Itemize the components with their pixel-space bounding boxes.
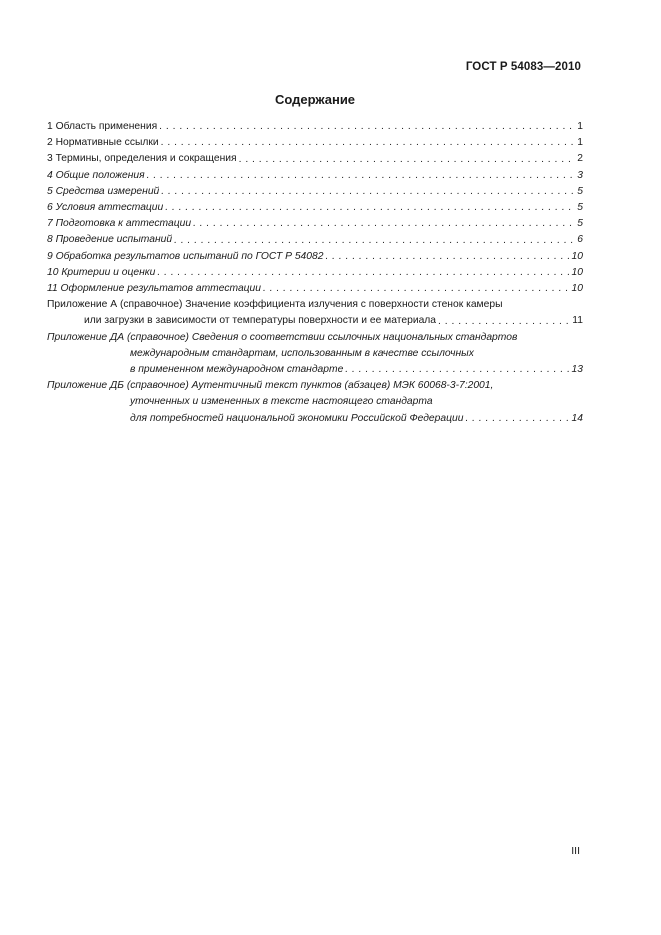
dot-leader <box>465 411 568 427</box>
page-title: Содержание <box>274 92 356 107</box>
dot-leader <box>438 314 569 330</box>
annex-title-line: Приложение ДБ (справочное) Аутентичный текст пунктов (абзацев) МЭК 60068-3-7:2001, <box>47 380 494 392</box>
dot-leader <box>263 281 569 297</box>
annex-title-line: для потребностей национальной экономики Российской Федерации <box>130 412 464 424</box>
dot-leader <box>147 168 575 184</box>
table-of-contents <box>47 119 583 427</box>
toc-entry-page: 5 <box>577 218 583 230</box>
toc-entry-page: 2 <box>577 153 583 165</box>
toc-entry[interactable] <box>47 265 583 281</box>
annex-title-line: международным стандартам, использованным в качестве ссылочных <box>130 347 474 359</box>
dot-leader <box>165 200 574 216</box>
toc-entry-page: 3 <box>577 169 583 181</box>
dot-leader <box>325 249 568 265</box>
dot-leader <box>161 184 574 200</box>
toc-entry-label: 8 Проведение испытаний <box>47 234 173 246</box>
toc-entry-label: 5 Средства измерений <box>47 185 160 197</box>
toc-entry-page: 1 <box>577 137 583 149</box>
toc-entry-page: 1 <box>577 121 583 132</box>
toc-entry-label: 3 Термины, определения и сокращения <box>47 153 237 165</box>
toc-entry-page: 6 <box>577 234 583 246</box>
toc-entry-label: 6 Условия аттестации <box>47 202 164 214</box>
annex-title-line: уточненных и измененных в тексте настоящего стандарта <box>130 396 433 408</box>
toc-entry-label: 7 Подготовка к аттестации <box>47 218 192 230</box>
toc-entry-page: 13 <box>571 364 583 376</box>
annex-last-line <box>47 411 583 427</box>
dot-leader <box>159 119 574 135</box>
toc-entry-page: 5 <box>577 185 583 197</box>
toc-entry[interactable] <box>47 200 583 216</box>
toc-annex-da[interactable] <box>47 330 583 379</box>
toc-annex-a[interactable] <box>47 297 583 329</box>
dot-leader <box>157 265 568 281</box>
toc-entry[interactable] <box>47 168 583 184</box>
annex-title-line: Приложение А (справочное) Значение коэффициента излучения с поверхности стенок камеры <box>47 299 503 311</box>
dot-leader <box>193 216 574 232</box>
toc-entry-page: 11 <box>572 315 583 327</box>
toc-entry[interactable] <box>47 232 583 248</box>
dot-leader <box>161 135 575 151</box>
toc-annex-db[interactable] <box>47 378 583 427</box>
toc-entry[interactable] <box>47 281 583 297</box>
toc-entry-label: 11 Оформление результатов аттестации <box>47 283 262 295</box>
toc-entry[interactable] <box>47 216 583 232</box>
toc-entry[interactable] <box>47 184 583 200</box>
toc-entry[interactable] <box>47 135 583 151</box>
toc-entry-label: 2 Нормативные ссылки <box>47 137 159 149</box>
annex-last-line <box>47 362 583 378</box>
toc-entry[interactable] <box>47 119 583 135</box>
toc-entry-label: 1 Область применения <box>47 121 158 132</box>
toc-entry[interactable] <box>47 249 583 265</box>
annex-title-line: Приложение ДА (справочное) Сведения о соответствии ссылочных национальных стандартов <box>47 331 518 343</box>
toc-entry-page: 14 <box>571 412 583 424</box>
toc-entry-page: 10 <box>571 266 583 278</box>
standard-number: ГОСТ Р 54083—2010 <box>465 61 581 73</box>
toc-entry[interactable] <box>47 151 583 167</box>
dot-leader <box>345 362 568 378</box>
annex-title-line: или загрузки в зависимости от температуры поверхности и ее материала <box>84 315 437 327</box>
annex-last-line <box>47 313 583 329</box>
toc-entry-page: 10 <box>571 250 583 262</box>
toc-entry-page: 5 <box>577 202 583 214</box>
dot-leader <box>174 233 574 249</box>
toc-entry-page: 10 <box>571 283 583 295</box>
annex-title-line: в примененном международном стандарте <box>130 364 344 376</box>
toc-entry-label: 4 Общие положения <box>47 169 145 181</box>
dot-leader <box>239 152 575 168</box>
page-number: III <box>571 845 580 857</box>
toc-entry-label: 9 Обработка результатов испытаний по ГОСТ Р 54082 <box>47 250 324 262</box>
toc-entry-label: 10 Критерии и оценки <box>47 266 156 278</box>
